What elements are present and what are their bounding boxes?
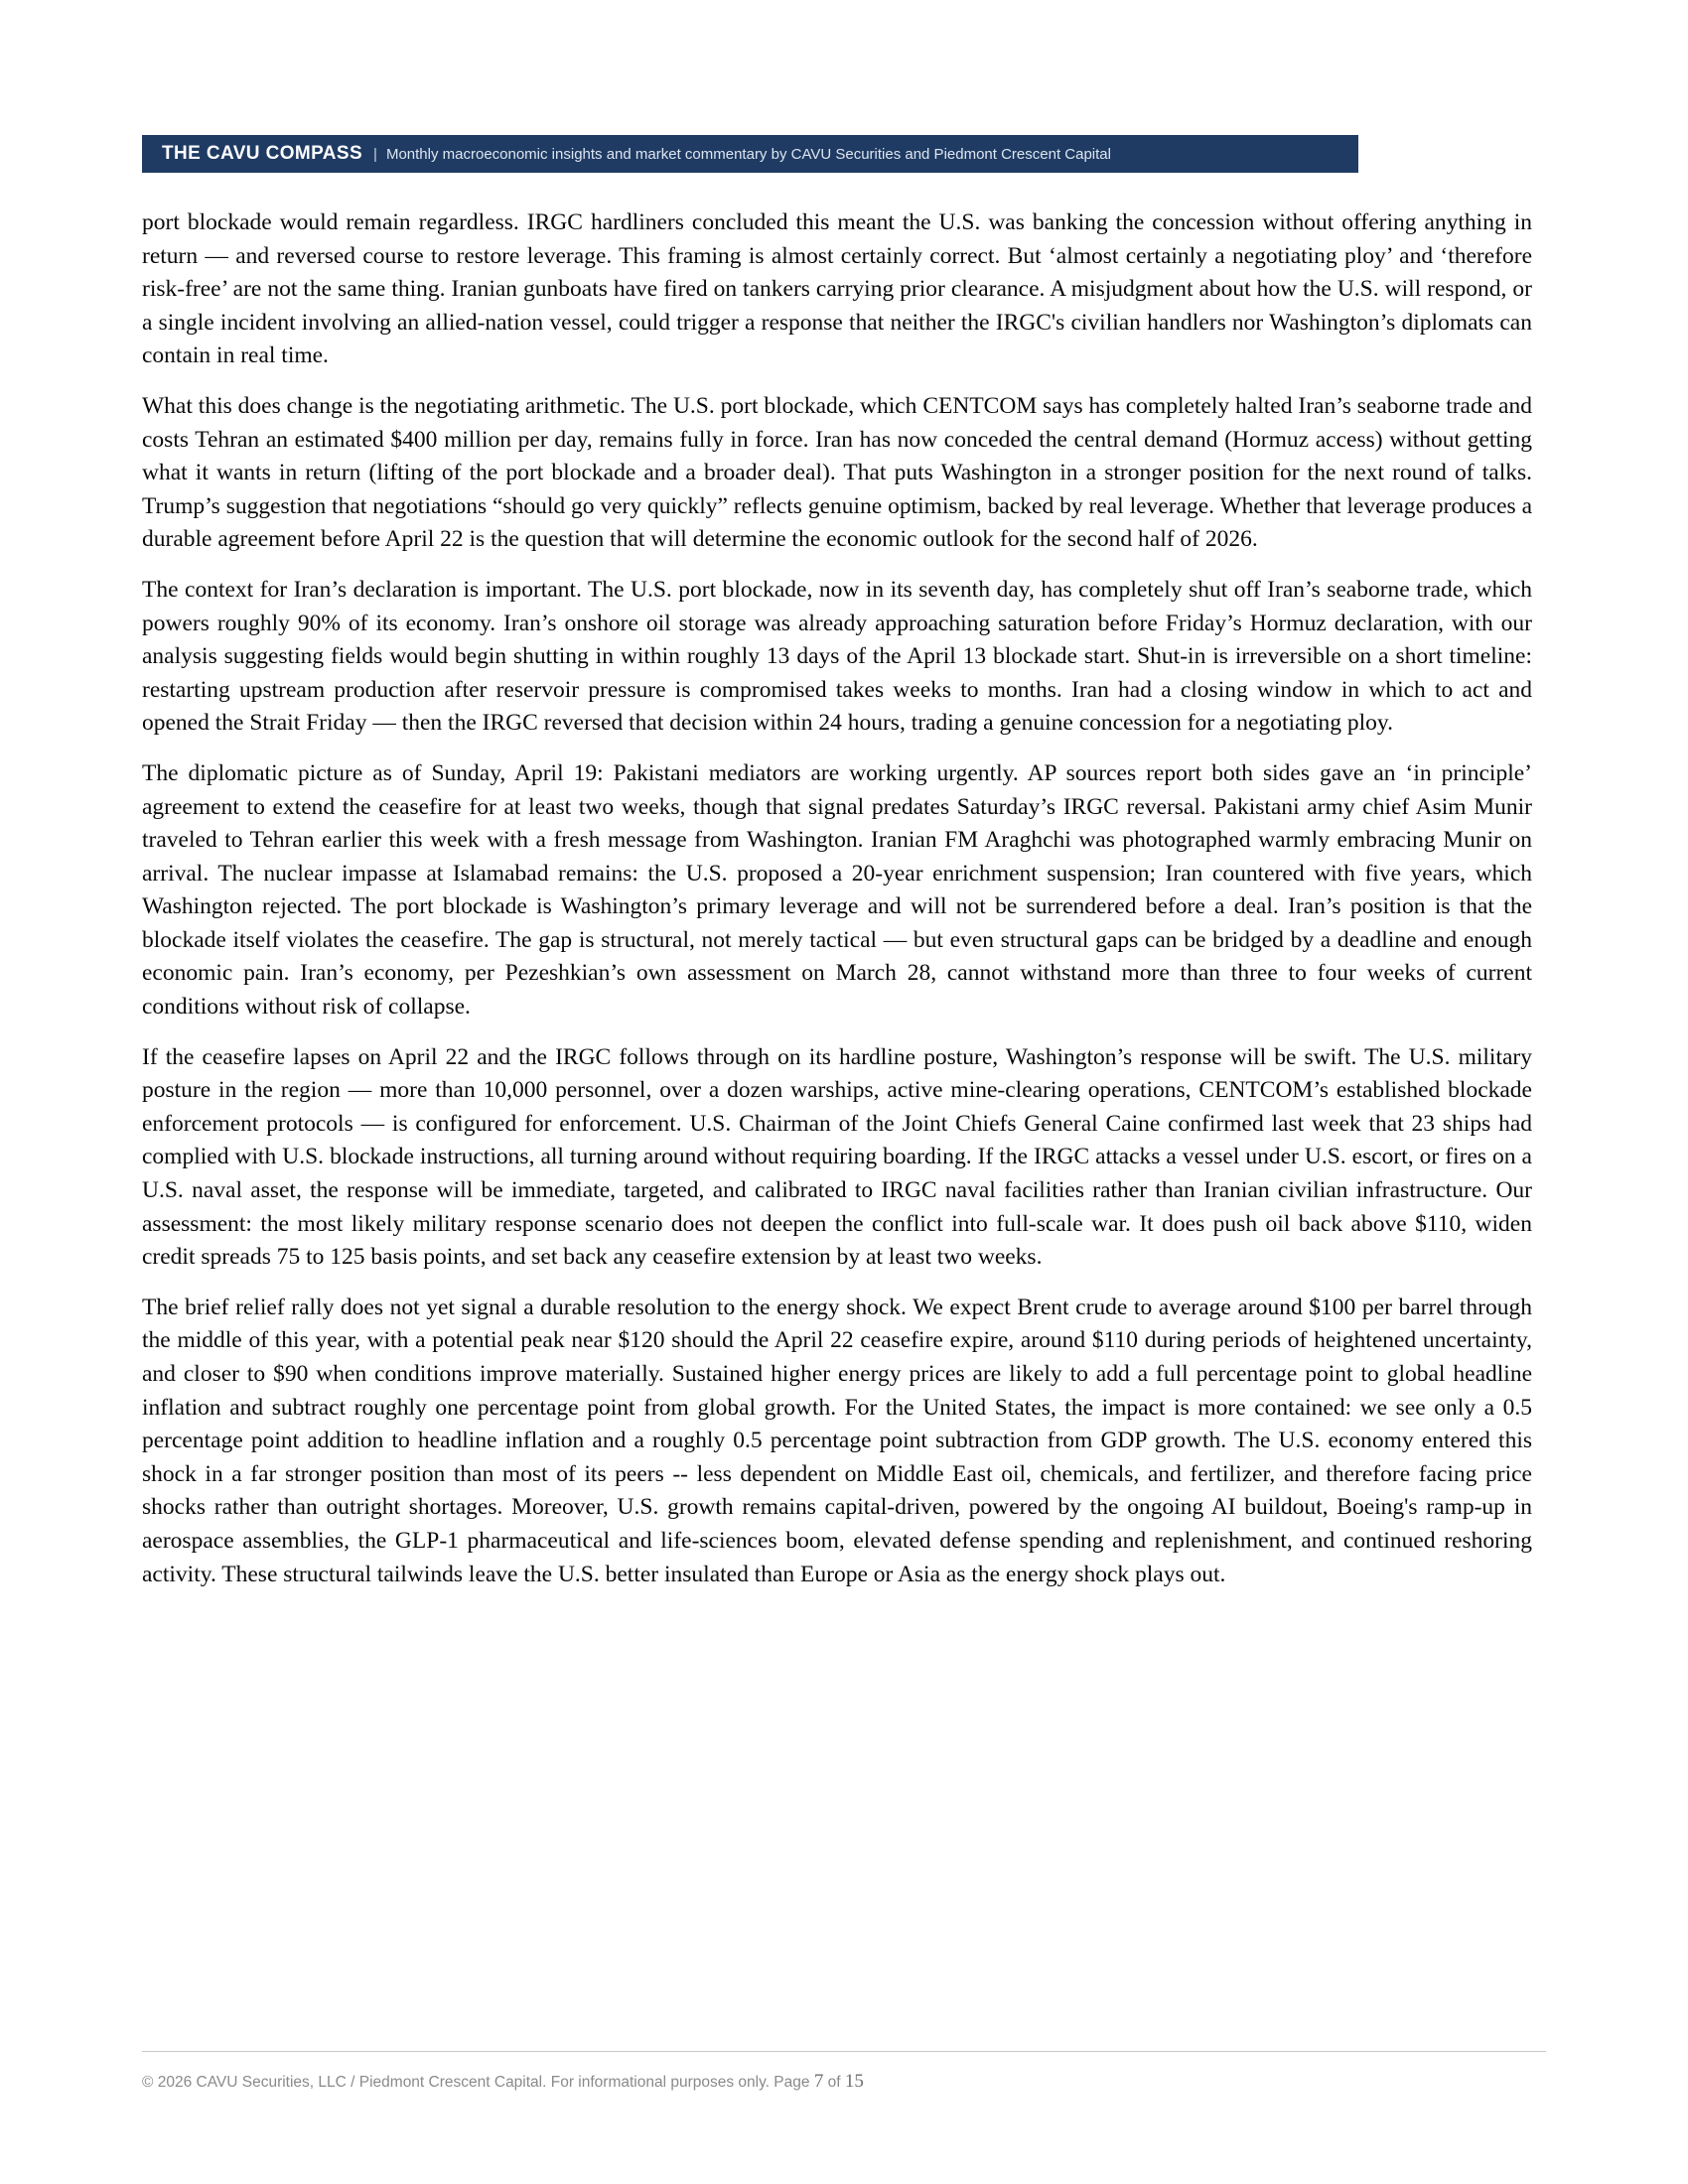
footer-divider [142,2051,1546,2052]
footer-total-pages: 15 [844,2071,864,2092]
paragraph: The diplomatic picture as of Sunday, April 19: Pakistani mediators are working urgently. AP sources report both sides gave an ‘in principle’ agreement to extend the ceasefire for at least two weeks, though that signal predates Saturday’s IRGC reversal. Pakistani army chief Asim Munir traveled to Tehran earlier this week with a fresh message from Washington. Iranian FM Araghchi was photographed warmly embracing Munir on arrival. The nuclear impasse at Islamabad remains: the U.S. proposed a 20-year enrichment suspension; Iran countered with five years, which Washington rejected. The port blockade is Washington’s primary leverage and will not be surrendered before a deal. Iran’s position is that the blockade itself violates the ceasefire. The gap is structural, not merely tactical — but even structural gaps can be bridged by a deadline and enough economic pain. Iran’s economy, per Pezeshkian’s own assessment on March 28, cannot withstand more than three to four weeks of current conditions without risk of collapse. [142,759,1532,1021]
paragraph: The context for Iran’s declaration is important. The U.S. port blockade, now in its seventh day, has completely shut off Iran’s seaborne trade, which powers roughly 90% of its economy. Iran’s onshore oil storage was already approaching saturation before Friday’s Hormuz declaration, with our analysis suggesting fields would begin shutting in within roughly 13 days of the April 13 blockade start. Shut-in is irreversible on a short timeline: restarting upstream production after reservoir pressure is compromised takes weeks to months. Iran had a closing window in which to act and opened the Strait Friday — then the IRGC reversed that decision within 24 hours, trading a genuine concession for a negotiating ploy. [142,576,1532,737]
paragraph: The brief relief rally does not yet signal a durable resolution to the energy shock. We expect Brent crude to average around $100 per barrel through the middle of this year, with a potential peak near $120 should the April 22 ceasefire expire, around $110 during periods of heightened uncertainty, and closer to $90 when conditions improve materially. Sustained higher energy prices are likely to add a full percentage point to global headline inflation and subtract roughly one percentage point from global growth. For the United States, the impact is more contained: we see only a 0.5 percentage point addition to headline inflation and a roughly 0.5 percentage point subtraction from GDP growth. The U.S. economy entered this shock in a far stronger position than most of its peers -- less dependent on Middle East oil, chemicals, and fertilizer, and therefore facing price shocks rather than outright shortages. Moreover, U.S. growth remains capital-driven, powered by the ongoing AI buildout, Boeing's ramp-up in aerospace assemblies, the GLP-1 pharmaceutical and life-sciences boom, elevated defense spending and replenishment, and continued reshoring activity. These structural tailwinds leave the U.S. better insulated than Europe or Asia as the energy shock plays out. [142,1294,1532,1587]
newsletter-subtitle: Monthly macroeconomic insights and market commentary by CAVU Securities and Piedmont Crescent Capital [385,145,1111,163]
article-body [142,206,1532,1591]
footer-of-label: of [823,2074,845,2091]
footer-page-number: 7 [813,2071,824,2092]
newsletter-title: THE CAVU COMPASS [162,143,363,164]
header-separator: | [373,145,377,163]
paragraph: If the ceasefire lapses on April 22 and the IRGC follows through on its hardline posture, Washington’s response will be swift. The U.S. military posture in the region — more than 10,000 personnel, over a dozen warships, active mine-clearing operations, CENTCOM’s established blockade enforcement protocols — is configured for enforcement. U.S. Chairman of the Joint Chiefs General Caine confirmed last week that 23 ships had complied with U.S. blockade instructions, all turning around without requiring boarding. If the IRGC attacks a vessel under U.S. escort, or fires on a U.S. naval asset, the response will be immediate, targeted, and calibrated to IRGC naval facilities rather than Iranian civilian infrastructure. Our assessment: the most likely military response scenario does not deepen the conflict into full-scale war. It does push oil back above $110, widen credit spreads 75 to 125 basis points, and set back any ceasefire extension by at least two weeks. [142,1043,1532,1271]
paragraph: What this does change is the negotiating arithmetic. The U.S. port blockade, which CENTCOM says has completely halted Iran’s seaborne trade and costs Tehran an estimated $400 million per day, remains fully in force. Iran has now conceded the central demand (Hormuz access) without getting what it wants in return (lifting of the port blockade and a broader deal). That puts Washington in a stronger position for the next round of talks. Trump’s suggestion that negotiations “should go very quickly” reflects genuine optimism, backed by real leverage. Whether that leverage produces a durable agreement before April 22 is the question that will determine the economic outlook for the second half of 2026. [142,392,1532,553]
footer-text [142,2071,1546,2093]
paragraph: port blockade would remain regardless. IRGC hardliners concluded this meant the U.S. was banking the concession without offering anything in return — and reversed course to restore leverage. This framing is almost certainly correct. But ‘almost certainly a negotiating ploy’ and ‘therefore risk-free’ are not the same thing. Iranian gunboats have fired on tankers carrying prior clearance. A misjudgment about how the U.S. will respond, or a single incident involving an allied-nation vessel, could trigger a response that neither the IRGC's civilian handlers nor Washington’s diplomats can contain in real time. [142,209,1532,369]
newsletter-header-banner [142,135,1358,173]
footer-copyright-text: © 2026 CAVU Securities, LLC / Piedmont Crescent Capital. For informational purposes only. Page [142,2074,814,2091]
